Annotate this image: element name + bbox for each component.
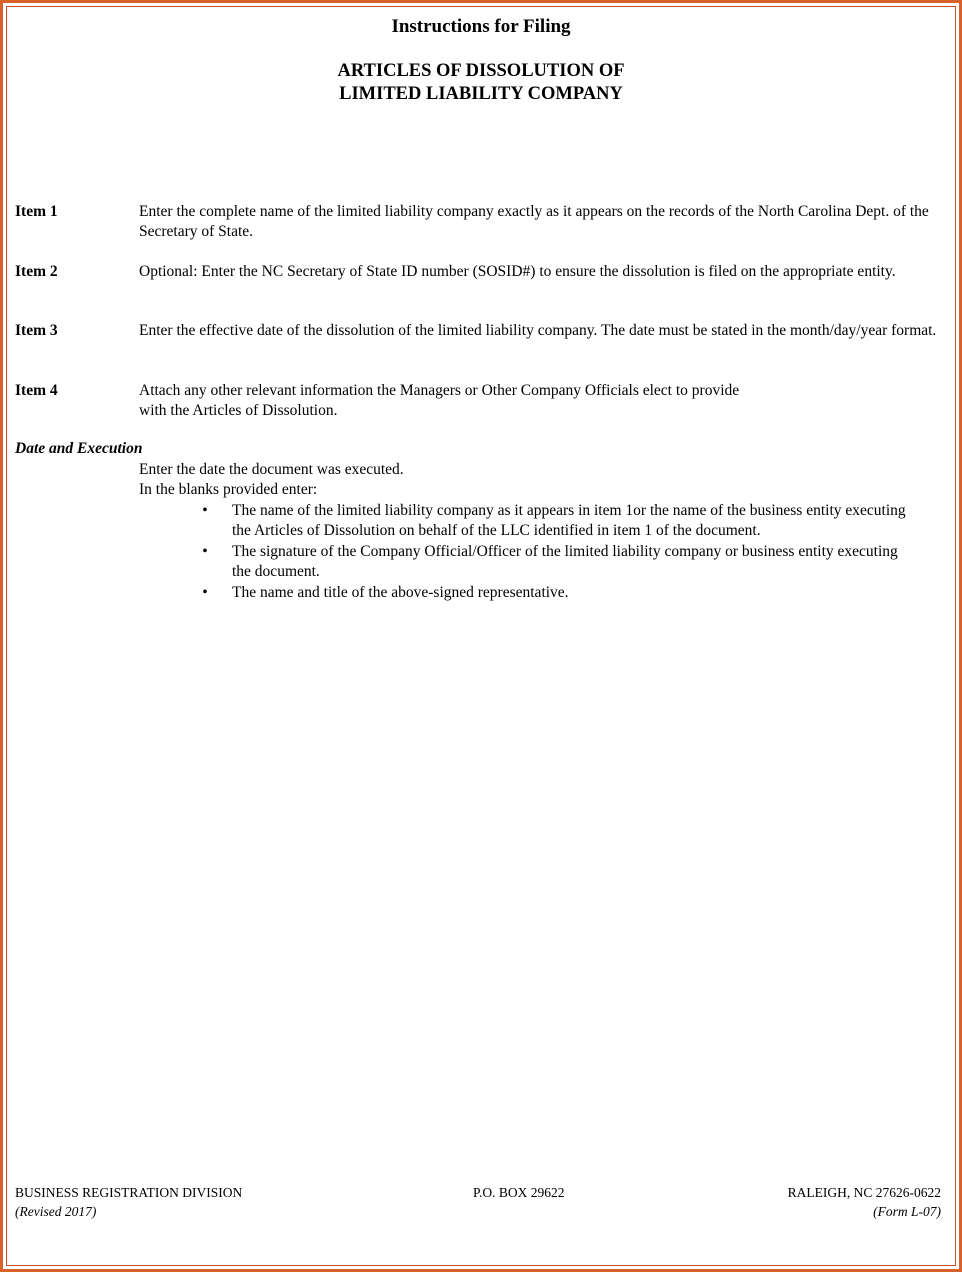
item-label: Item 1	[15, 203, 58, 220]
document-subtitle	[0, 60, 962, 106]
item-text-line-2: with the Articles of Dissolution.	[139, 402, 338, 419]
list-item-text: The signature of the Company Official/Officer of the limited liability company or business entity executing the document.	[232, 543, 898, 580]
list-item-text: The name of the limited liability company as it appears in item 1or the name of the business entity executing the Articles of Dissolution on behalf of the LLC identified in item 1 of the document.	[232, 502, 906, 539]
item-label: Item 4	[15, 382, 58, 399]
list-item	[199, 501, 919, 541]
footer-right	[788, 1183, 941, 1221]
footer-revised: (Revised 2017)	[15, 1204, 97, 1219]
item-text-line-1: Attach any other relevant information the Managers or Other Company Officials elect to provide	[139, 382, 740, 399]
footer-center	[473, 1183, 565, 1202]
list-item	[199, 583, 919, 603]
date-execution-line-1: Enter the date the document was executed.	[139, 461, 404, 478]
item-text: Enter the effective date of the dissolution of the limited liability company. The date must be stated in the month/day/year format.	[139, 322, 937, 339]
bullet-icon: •	[202, 543, 208, 560]
footer-left	[15, 1183, 242, 1221]
bullet-icon: •	[202, 502, 208, 519]
date-execution-text	[139, 460, 939, 500]
item-text	[139, 381, 939, 421]
date-execution-heading: Date and Execution	[15, 440, 143, 457]
footer-city: RALEIGH, NC 27626-0622	[787, 1185, 941, 1200]
footer-division: BUSINESS REGISTRATION DIVISION	[15, 1185, 243, 1200]
subtitle-line-2: LIMITED LIABILITY COMPANY	[339, 84, 623, 104]
item-label: Item 3	[15, 322, 58, 339]
bullet-icon: •	[202, 584, 208, 601]
item-text: Optional: Enter the NC Secretary of State ID number (SOSID#) to ensure the dissolution is filed on the appropriate entity.	[139, 263, 896, 280]
item-text: Enter the complete name of the limited liability company exactly as it appears on the records of the North Carolina Dept. of the Secretary of State.	[139, 203, 929, 240]
subtitle-line-1: ARTICLES OF DISSOLUTION OF	[337, 61, 625, 81]
list-item	[199, 542, 919, 582]
list-item-text: The name and title of the above-signed representative.	[232, 584, 569, 601]
footer-po-box: P.O. BOX 29622	[473, 1185, 565, 1200]
bullet-list	[199, 501, 919, 604]
date-execution-line-2: In the blanks provided enter:	[139, 481, 318, 498]
document-title: Instructions for Filing	[391, 16, 571, 37]
item-label: Item 2	[15, 263, 58, 280]
footer-form-number: (Form L-07)	[873, 1204, 941, 1219]
